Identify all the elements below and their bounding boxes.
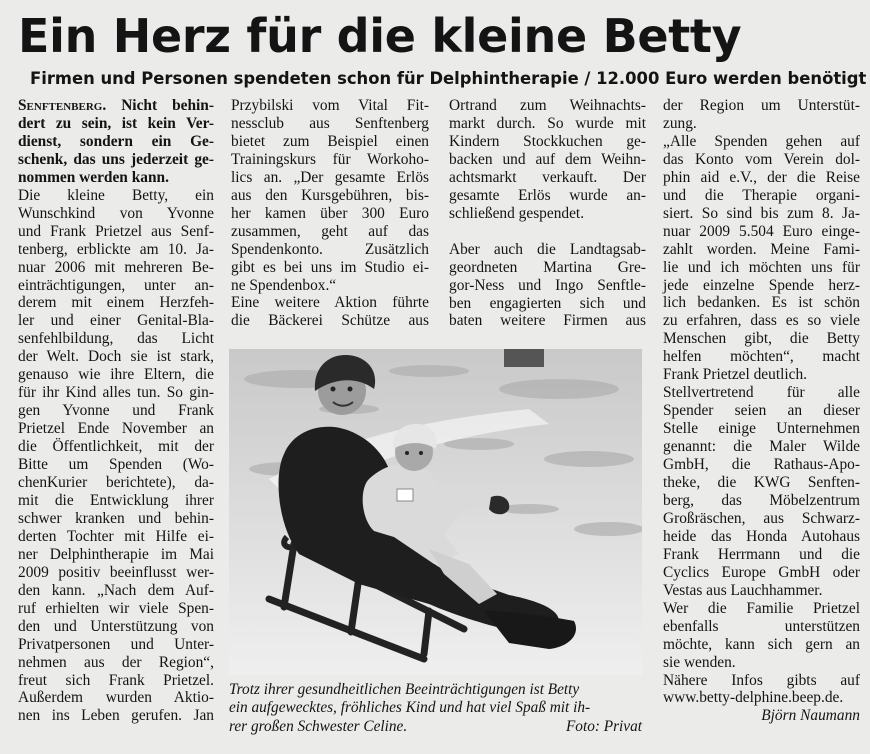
text-line: bietet zum Beispiel einen xyxy=(231,132,429,150)
text-line: genauso wie ihre Eltern, die xyxy=(18,366,214,384)
lead-line xyxy=(18,97,214,115)
text-line: Großräschen, aus Schwarz- xyxy=(663,509,860,527)
text-line: nen ins Leben gerufen. Jan xyxy=(18,707,214,725)
text-line: ebenfalls unterstützen xyxy=(663,617,860,635)
text-line: Eine weitere Aktion führte xyxy=(231,294,429,312)
text-line: für ihr Kind alles tun. So gin- xyxy=(18,384,214,402)
text-line: heide das Honda Autohaus xyxy=(663,527,860,545)
article-column-4 xyxy=(663,97,860,725)
text-line: Przybilski vom Vital Fit- xyxy=(231,97,429,114)
text-line: die Bäckerei Schütze aus xyxy=(231,312,429,330)
text-line: ler und einer Genital-Bla- xyxy=(18,312,214,330)
text-line: chenKurier berichtete), da- xyxy=(18,474,214,492)
text-line: markt durch. So wurde mit xyxy=(449,114,646,132)
text-line: gesamte Erlös wurde an- xyxy=(449,186,646,204)
text-line: lics an. „Der gesamte Erlös xyxy=(231,168,429,186)
text-line: Frank Prietzel deutlich. xyxy=(663,366,808,384)
text-line: zu erfahren, dass es so viele xyxy=(663,312,860,330)
text-line: theke, die KWG Senften- xyxy=(663,474,860,492)
text-line: ne Spendenbox.“ xyxy=(231,276,337,294)
lead-line: nommen werden kann. xyxy=(18,168,169,186)
text-line: den kann. „Nach dem Auf- xyxy=(18,581,214,599)
text-line: ner Delphintherapie im Mai xyxy=(18,545,214,563)
text-line: derten Tochter mit Hilfe ei- xyxy=(18,527,214,545)
article-subheadline: Firmen und Personen spendeten schon für Delphintherapie / 12.000 Euro werden benötigt xyxy=(30,69,867,88)
text-line: siert. So sind bis zum 8. Ja- xyxy=(663,204,860,222)
photo-credit: Foto: Privat xyxy=(565,717,642,735)
text-line: zung. xyxy=(663,114,697,132)
caption-line: rer großen Schwester Celine. Foto: Privat xyxy=(229,717,642,735)
text-line: www.betty-delphine.beep.de. xyxy=(663,689,844,707)
text-line: nehmen aus der Region“, xyxy=(18,653,214,671)
text-line: GmbH, die Rathaus-Apo- xyxy=(663,456,860,474)
text-line: und Frank Prietzel aus Senf- xyxy=(18,222,214,240)
text-line: mit die Entwicklung ihrer xyxy=(18,491,214,509)
text-line: tenberg, erblickte am 10. Ja- xyxy=(18,240,214,258)
text-line: derem mit einem Herzfeh- xyxy=(18,294,214,312)
text-line: einträchtigungen, unter an- xyxy=(18,276,214,294)
text-line: jede einzelne Spende herz- xyxy=(663,276,860,294)
lead-text: Nicht behin- xyxy=(121,97,214,114)
text-line: Prietzel Ende November an xyxy=(18,420,214,438)
dateline: Senftenberg. xyxy=(18,97,107,114)
text-line: „Alle Spenden gehen auf xyxy=(663,132,860,150)
text-line: berg, das Möbelzentrum xyxy=(663,491,860,509)
caption-line: Trotz ihrer gesundheitlichen Beeinträchtigungen ist Betty xyxy=(229,681,580,698)
text-line: die Öffentlichkeit, mit der xyxy=(18,438,214,456)
author-byline: Björn Naumann xyxy=(761,707,860,725)
article-column-2 xyxy=(231,97,429,330)
article-headline: Ein Herz für die kleine Betty xyxy=(18,9,742,63)
text-line: Spender seien an dieser xyxy=(663,402,860,420)
text-line: Vestas aus Lauchhammer. xyxy=(663,581,823,599)
text-line: aus den Kursgebühren, bis- xyxy=(231,186,429,204)
text-line: nuar 2006 mit mehreren Be- xyxy=(18,258,214,276)
text-line: gor-Ness und Ingo Senftle- xyxy=(449,276,646,294)
text-line: Nähere Infos gibts auf xyxy=(663,671,860,689)
text-line: Stellvertretend für alle xyxy=(663,384,860,402)
text-line: Kindern Stockkuchen ge- xyxy=(449,132,646,150)
text-line: baten weitere Firmen aus xyxy=(449,312,646,330)
text-line: Privatpersonen und Unter- xyxy=(18,635,214,653)
text-line: zahlt worden. Meine Fami- xyxy=(663,240,860,258)
text-line: lie und ich möchten uns für xyxy=(663,258,860,276)
text-line: freut sich Frank Prietzel. xyxy=(18,671,214,689)
text-line: backen und auf dem Weihn- xyxy=(449,150,646,168)
text-line: den und Unterstützung von xyxy=(18,617,214,635)
text-line: sie wenden. xyxy=(663,653,736,671)
text-line: schließend gespendet. xyxy=(449,204,585,222)
text-line: Wer die Familie Prietzel xyxy=(663,599,860,617)
text-line: nessclub aus Senftenberg xyxy=(231,114,429,132)
text-line: Aber auch die Landtagsab- xyxy=(449,240,646,258)
text-line: der Region um Unterstüt- xyxy=(663,97,860,114)
text-line: lich bedanken. Es ist schön xyxy=(663,294,860,312)
text-line: Bitte um Spenden (Wo- xyxy=(18,456,214,474)
text-line: und die Therapie organi- xyxy=(663,186,860,204)
text-line: Frank Herrmann und die xyxy=(663,545,860,563)
text-line: achtsmarkt verkauft. Der xyxy=(449,168,646,186)
text-line: 2009 positiv beeinflusst wer- xyxy=(18,563,214,581)
text-line: ben engagierten sich und xyxy=(449,294,646,312)
photo-caption xyxy=(229,681,642,736)
text-line: Wunschkind von Yvonne xyxy=(18,204,214,222)
text-line: möchte, kann sich gern an xyxy=(663,635,860,653)
text-line: Menschen gibt, die Betty xyxy=(663,330,860,348)
text-line: phin aid e.V., der die Reise xyxy=(663,168,860,186)
text-line: schwer kranken und behin- xyxy=(18,509,214,527)
text-line: der Welt. Doch sie ist stark, xyxy=(18,348,214,366)
text-line: das Konto vom Verein dol- xyxy=(663,150,860,168)
text-line: zusammen, geht auf das xyxy=(231,222,429,240)
text-line: Stelle einige Unternehmen xyxy=(663,420,860,438)
article-column-3 xyxy=(449,97,646,330)
lead-line: dienst, sondern ein Ge- xyxy=(18,132,214,150)
text-line: geordneten Martina Gre- xyxy=(449,258,646,276)
text-line: helfen möchten“, macht xyxy=(663,348,860,366)
text-line: her kamen über 300 Euro xyxy=(231,204,429,222)
article-photo xyxy=(229,349,642,675)
text-line: Trainingskurs für Workoho- xyxy=(231,150,429,168)
lead-line: dert zu sein, ist kein Ver- xyxy=(18,114,214,132)
lead-line: schenk, das uns jederzeit ge- xyxy=(18,150,214,168)
caption-line: ein aufgewecktes, fröhliches Kind und hat viel Spaß mit ih- xyxy=(229,699,591,717)
text-line: Cyclics Europe GmbH oder xyxy=(663,563,860,581)
text-line: ruf erhielten wir viele Spen- xyxy=(18,599,214,617)
article-column-1 xyxy=(18,97,214,725)
text-line: Ortrand zum Weihnachts- xyxy=(449,97,646,114)
text-line: gibt es bei uns im Studio ei- xyxy=(231,258,429,276)
text-line: gen Yvonne und Frank xyxy=(18,402,214,420)
text-line: Außerdem wurden Aktio- xyxy=(18,689,214,707)
text-line: senfehlbildung, das Licht xyxy=(18,330,214,348)
text-line: genannt: die Maler Wilde xyxy=(663,438,860,456)
text-line: nuar 2009 5.504 Euro einge- xyxy=(663,222,860,240)
text-line: Spendenkonto. Zusätzlich xyxy=(231,240,429,258)
text-line: Die kleine Betty, ein xyxy=(18,186,214,204)
